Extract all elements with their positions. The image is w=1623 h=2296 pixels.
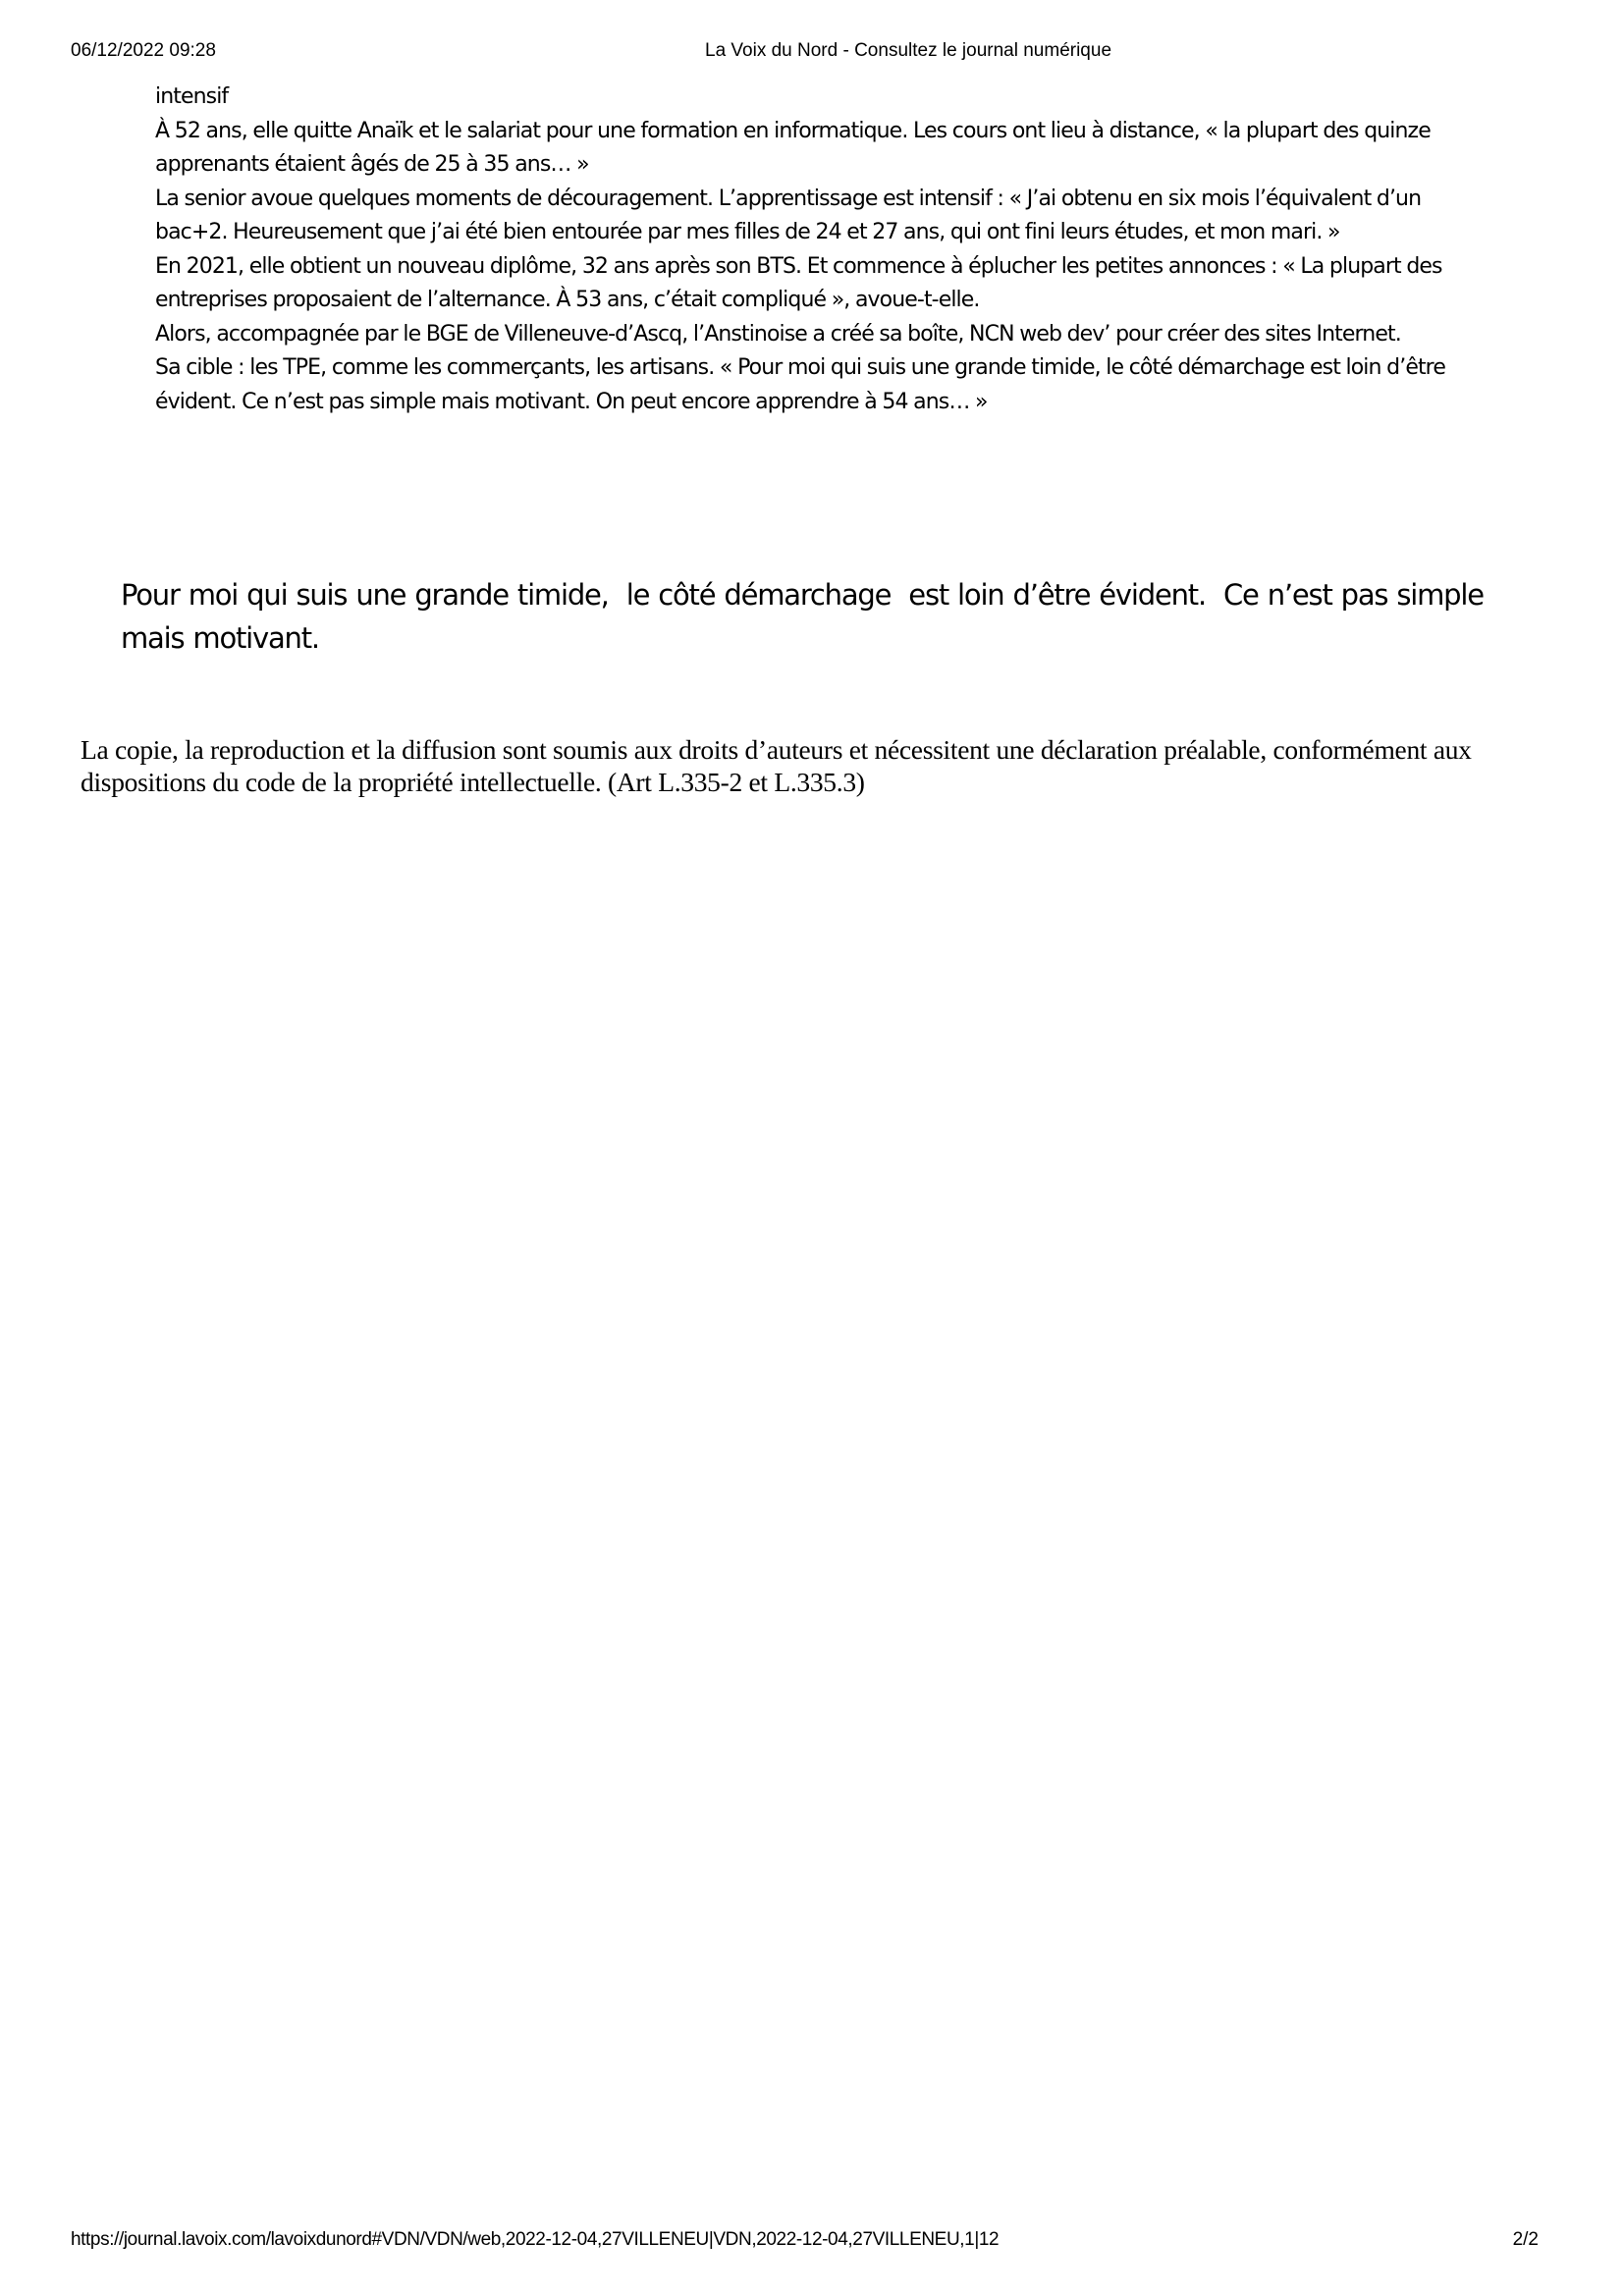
copyright-notice: La copie, la reproduction et la diffusion sont soumis aux droits d’auteurs et nécessitent une déclaration préalable, conformément aux dispositions du code de la propriété intellectuelle. (Art L.335-2 et L.335.3) — [81, 734, 1472, 797]
article-paragraph: Sa cible : les TPE, comme les commerçants, les artisans. « Pour moi qui suis une grande timide, le côté démarchage est loin d’être évident. Ce n’est pas simple mais motivant. On peut encore apprendre à 54 ans… » — [155, 355, 1445, 414]
print-footer — [71, 2228, 1552, 2252]
page-url: https://journal.lavoix.com/lavoixdunord#VDN/VDN/web,2022-12-04,27VILLENEU|VDN,2022-12-04,27VILLENEU,1|12 — [71, 2229, 1000, 2250]
article-paragraph: intensif — [155, 84, 229, 109]
article-paragraph: En 2021, elle obtient un nouveau diplôme, 32 ans après son BTS. Et commence à éplucher les petites annonces : « La plupart des entreprises proposaient de l’alternance. À 53 ans, c’était compliqué », avoue-t-elle. — [155, 253, 1442, 312]
print-datetime: 06/12/2022 09:28 — [71, 40, 216, 61]
pull-quote: Pour moi qui suis une grande timide, le côté démarchage est loin d’être évident. Ce n’est pas simple mais motivant. — [121, 578, 1501, 655]
article-paragraph: À 52 ans, elle quitte Anaïk et le salariat pour une formation en informatique. Les cours ont lieu à distance, « la plupart des quinze apprenants étaient âgés de 25 à 35 ans… » — [155, 118, 1431, 177]
article-paragraph: Alors, accompagnée par le BGE de Villeneuve-d’Ascq, l’Anstinoise a créé sa boîte, NCN web dev’ pour créer des sites Internet. — [155, 321, 1401, 347]
article-paragraph: La senior avoue quelques moments de découragement. L’apprentissage est intensif : « J’ai obtenu en six mois l’équivalent d’un bac+2. Heureusement que j’ai été bien entourée par mes filles de 24 et 27 ans, qui ont fini leurs études, et mon mari. » — [155, 186, 1422, 244]
page-number: 2/2 — [1512, 2229, 1539, 2250]
article-body — [155, 80, 1490, 419]
print-header — [71, 39, 1552, 63]
page-title: La Voix du Nord - Consultez le journal numérique — [705, 40, 1112, 61]
